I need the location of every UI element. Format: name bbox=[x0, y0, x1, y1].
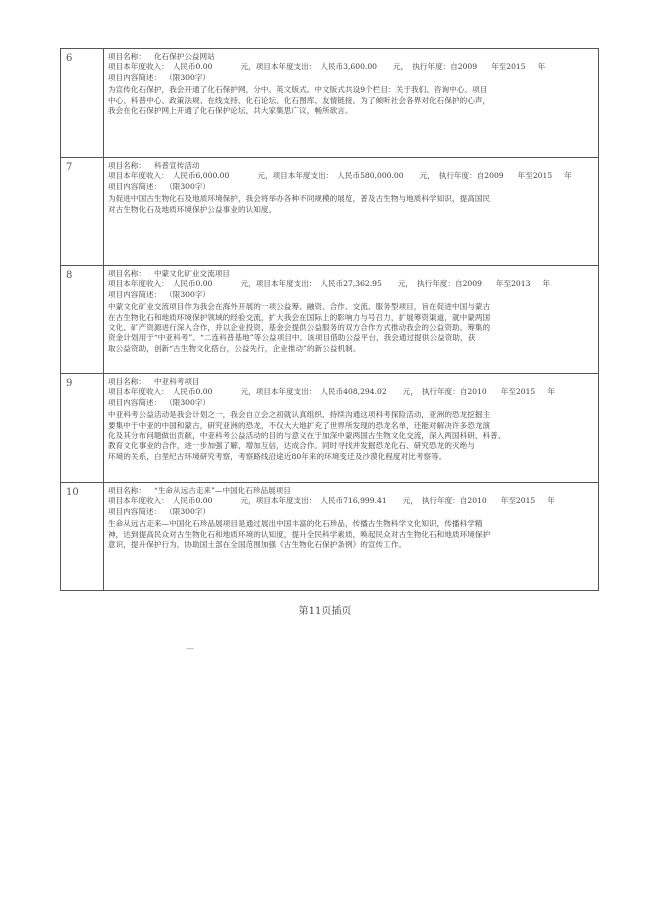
expense-unit: 元， bbox=[402, 496, 418, 506]
expense-label: 项目本年度支出： bbox=[272, 171, 334, 181]
description-line: 对古生物化石及地质环境保护公益事业的认知度。 bbox=[108, 204, 277, 214]
project-description bbox=[108, 410, 594, 462]
expense-label: 项目本年度支出： bbox=[255, 279, 317, 289]
expense-label: 项目本年度支出： bbox=[255, 387, 317, 397]
project-content bbox=[104, 374, 599, 483]
income-label: 项目本年度收入： bbox=[108, 279, 169, 289]
expense-value: 人民币3,600.00 bbox=[320, 62, 377, 72]
summary-label-line bbox=[108, 398, 594, 408]
project-row bbox=[61, 374, 599, 483]
description-line: 教育文化事业的合作，进一步加强了解，增加互信，达成合作。同时寻找并发掘恐龙化石、研究恐龙的灭绝与 bbox=[108, 441, 475, 451]
project-number: 6 bbox=[61, 49, 104, 158]
summary-limit: （限300字） bbox=[165, 289, 211, 299]
summary-limit: （限300字） bbox=[165, 181, 211, 191]
period-end: 年 bbox=[542, 279, 551, 289]
expense-value: 人民币580,000.00 bbox=[337, 171, 404, 181]
finance-line bbox=[108, 496, 594, 506]
description-line: 资金计划用于“中亚科考”、“二连科普基地”等公益项目中。该项目借助公益平台，我会通过提供公益资助，获 bbox=[108, 333, 476, 343]
project-number: 9 bbox=[61, 374, 104, 483]
summary-label: 项目内容简述： bbox=[108, 289, 162, 299]
period-end: 年 bbox=[537, 62, 546, 72]
name-label: 项目名称： bbox=[108, 377, 146, 386]
description-line: 中蒙文化矿业交流项目作为我会在海外开展的一项公益筹、融资、合作、交流、服务型项目，旨在促进中国与蒙古 bbox=[108, 302, 491, 312]
description-line: 在古生物化石和地质环境保护领域的经验交流，扩大我会在国际上的影响力与号召力，扩展筹资渠道，就中蒙两国 bbox=[108, 312, 491, 322]
page-footer: 第11页插页 bbox=[298, 606, 352, 617]
project-number: 10 bbox=[61, 483, 104, 591]
project-table bbox=[60, 48, 599, 591]
project-row bbox=[61, 158, 599, 266]
name-label: 项目名称： bbox=[108, 269, 146, 278]
period-to: 年至2015 bbox=[500, 387, 536, 397]
summary-label-line bbox=[108, 507, 594, 517]
description-line: 要集中于中亚的中国和蒙古，研究亚洲的恐龙，不仅大大地扩充了世界所发现的恐龙名单，还能对解决许多恐龙演 bbox=[108, 420, 491, 430]
summary-label: 项目内容简述： bbox=[108, 397, 162, 407]
expense-unit: 元， bbox=[402, 387, 418, 397]
name-label: 项目名称： bbox=[108, 161, 146, 170]
project-name-line bbox=[108, 161, 594, 171]
project-row bbox=[61, 266, 599, 374]
period-label: 执行年度： bbox=[417, 279, 455, 289]
summary-label-line bbox=[108, 73, 594, 83]
project-name: 化石保护公益网站 bbox=[153, 52, 215, 61]
project-row bbox=[61, 483, 599, 591]
period-to: 年至2015 bbox=[517, 171, 553, 181]
summary-label: 项目内容简述： bbox=[108, 506, 162, 516]
expense-unit: 元， bbox=[419, 171, 435, 181]
project-content bbox=[104, 266, 599, 374]
period-end: 年 bbox=[564, 171, 572, 181]
income-label: 项目本年度收入： bbox=[108, 496, 169, 506]
period-to: 年至2013 bbox=[495, 279, 531, 289]
period-label: 执行年度： bbox=[438, 171, 477, 181]
period-from: 自2009 bbox=[454, 279, 482, 289]
name-label: 项目名称： bbox=[108, 486, 146, 495]
expense-value: 人民币408,294.02 bbox=[320, 387, 387, 397]
project-name-line bbox=[108, 377, 594, 387]
income-unit: 元， bbox=[240, 496, 256, 506]
expense-label: 项目本年度支出： bbox=[255, 62, 317, 72]
description-line: 我会在化石保护网上开通了化石保护论坛，共大家集思广议，畅所欲言。 bbox=[108, 106, 353, 116]
income-unit: 元， bbox=[240, 62, 256, 72]
project-content bbox=[104, 158, 599, 266]
expense-unit: 元， bbox=[393, 62, 409, 72]
income-value: 人民币0.00 bbox=[172, 387, 213, 397]
description-line: 中亚科考公益活动是我会计划之一，我会自立会之初就认真组织、持续沟通这项科考探险活动，亚洲的恐龙挖掘主 bbox=[108, 410, 491, 420]
expense-label: 项目本年度支出： bbox=[255, 496, 317, 506]
period-label: 执行年度： bbox=[421, 496, 460, 506]
description-line: 中心、科普中心、政策法规、在线支持、化石论坛、化石图库、友情链接。为了倾听社会各界对化石保护的心声， bbox=[108, 95, 491, 105]
income-unit: 元， bbox=[240, 387, 256, 397]
project-description bbox=[108, 519, 594, 550]
description-line: 为宣传化石保护，我会开通了化石保护网，分中、英文版式。中文版式共设9个栏目：关于我们、咨询中心、项目 bbox=[108, 85, 488, 95]
project-content bbox=[104, 483, 599, 591]
finance-line bbox=[108, 62, 594, 72]
finance-line bbox=[108, 279, 594, 289]
description-line: 文化、矿产资源进行深入合作，并以企业投资、基金会提供公益服务的双方合作方式推动我会的公益资助。筹集的 bbox=[108, 323, 491, 333]
project-row bbox=[61, 49, 599, 158]
income-label: 项目本年度收入： bbox=[108, 387, 169, 397]
project-name: 科普宣传活动 bbox=[153, 161, 200, 170]
period-label: 执行年度： bbox=[412, 62, 451, 72]
period-from: 自2010 bbox=[459, 387, 487, 397]
description-line: 神，达到提高民众对古生物化石和地质环境的认知度，提升全民科学素质，唤起民众对古生物化石和地质环境保护 bbox=[108, 529, 491, 539]
project-name: 中亚科考项目 bbox=[153, 377, 200, 386]
expense-value: 人民币716,999.41 bbox=[320, 496, 387, 506]
summary-label-line bbox=[108, 182, 594, 192]
stray-mark: — bbox=[186, 644, 194, 653]
description-line: 意识，提升保护行为，协助国土部在全国范围加强《古生物化石保护条例》的宣传工作。 bbox=[108, 540, 407, 550]
project-number: 7 bbox=[61, 158, 104, 266]
summary-label: 项目内容简述： bbox=[108, 72, 162, 82]
project-name-line bbox=[108, 52, 594, 62]
income-label: 项目本年度收入： bbox=[108, 171, 169, 181]
project-name-line bbox=[108, 486, 594, 496]
project-description bbox=[108, 302, 594, 354]
period-end: 年 bbox=[547, 496, 555, 506]
project-name: 中蒙文化矿业交流项目 bbox=[153, 269, 230, 278]
income-unit: 元， bbox=[257, 171, 273, 181]
expense-unit: 元， bbox=[397, 279, 414, 289]
finance-line bbox=[108, 171, 594, 181]
income-value: 人民币0.00 bbox=[172, 62, 213, 72]
period-from: 自2009 bbox=[476, 171, 504, 181]
finance-line bbox=[108, 387, 594, 397]
summary-label-line bbox=[108, 290, 594, 300]
period-label: 执行年度： bbox=[421, 387, 460, 397]
period-to: 年至2015 bbox=[491, 62, 526, 72]
income-value: 人民币0.00 bbox=[172, 496, 213, 506]
income-value: 人民币0.00 bbox=[172, 279, 213, 289]
income-unit: 元， bbox=[240, 279, 256, 289]
description-line: 环境的关系，白垩纪古环境研究考察，考察路线沿途近80年来的环境变迁及沙漠化程度对比考察等。 bbox=[108, 451, 447, 461]
project-description bbox=[108, 194, 594, 215]
period-end: 年 bbox=[547, 387, 555, 397]
description-line: 生命从远古走来—中国化石珍品展项目是通过展出中国丰富的化石珍品，传播古生物科学文化知识，传播科学精 bbox=[108, 519, 483, 529]
period-from: 自2009 bbox=[450, 62, 478, 72]
income-label: 项目本年度收入： bbox=[108, 62, 169, 72]
project-number: 8 bbox=[61, 266, 104, 374]
description-line: 取公益资助，创新“古生物文化搭台，公益先行，企业推动”的新公益机制。 bbox=[108, 343, 361, 353]
project-name-line bbox=[108, 269, 594, 279]
summary-limit: （限300字） bbox=[165, 506, 211, 516]
name-label: 项目名称： bbox=[108, 52, 146, 61]
description-line: 为促进中国古生物化石及地质环境保护，我会将举办各种不同规模的展览，普及古生物与地质科学知识，提高国民 bbox=[108, 194, 491, 204]
description-line: 化及其分布问题做出贡献，中亚科考公益活动的目的与意义在于加深中蒙两国古生物文化交流，深入两国科研、科普、 bbox=[108, 431, 506, 441]
summary-limit: （限300字） bbox=[165, 72, 211, 82]
period-from: 自2010 bbox=[459, 496, 487, 506]
expense-value: 人民币27,362.95 bbox=[320, 279, 382, 289]
income-value: 人民币6,000.00 bbox=[172, 171, 230, 181]
project-description bbox=[108, 85, 594, 116]
project-name: “生命从远古走来”—中国化石珍品展项目 bbox=[153, 486, 291, 495]
summary-limit: （限300字） bbox=[165, 397, 211, 407]
period-to: 年至2015 bbox=[500, 496, 536, 506]
project-content bbox=[104, 49, 599, 158]
summary-label: 项目内容简述： bbox=[108, 181, 162, 191]
